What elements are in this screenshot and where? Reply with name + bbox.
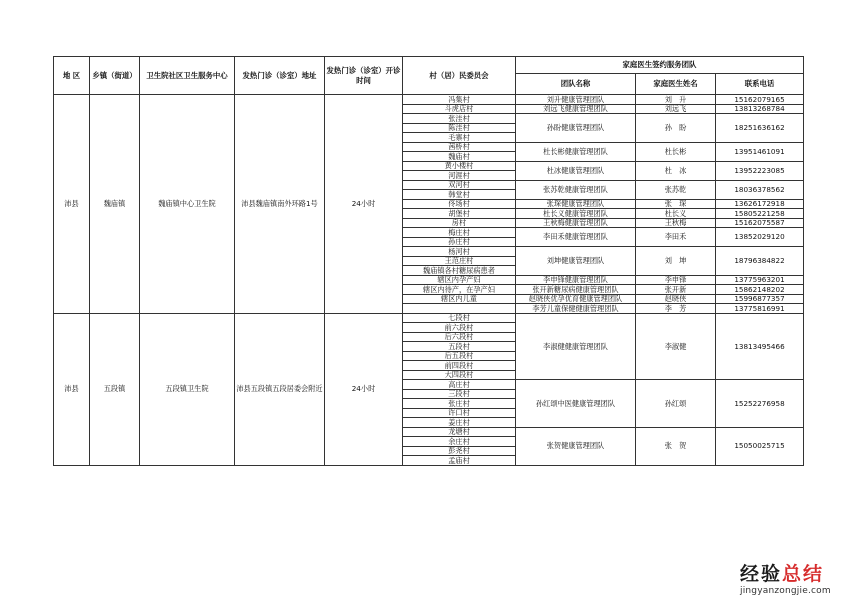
phone-cell: 13626172918	[716, 199, 804, 209]
phone-cell: 15050025715	[716, 427, 804, 465]
village-cell	[403, 304, 516, 314]
doctor-name-cell: 张苏乾	[636, 180, 716, 199]
fever-address-cell: 沛县五段镇五段居委会附近	[235, 313, 325, 465]
village-cell: 黄小楼村	[403, 161, 516, 171]
team-name-cell: 杜长彬健康管理团队	[516, 142, 636, 161]
phone-cell: 13852029120	[716, 228, 804, 247]
family-doctor-table	[53, 56, 804, 466]
village-cell: 张庄村	[403, 399, 516, 409]
table-row	[54, 95, 804, 105]
village-cell: 辖区内孕产妇	[403, 275, 516, 285]
doctor-name-cell: 李淑健	[636, 313, 716, 380]
doctor-name-cell: 李田禾	[636, 228, 716, 247]
doctor-name-cell: 李 芳	[636, 304, 716, 314]
header-row-1	[54, 57, 804, 74]
doctor-name-cell: 杜长彬	[636, 142, 716, 161]
team-name-cell: 杜冰健康管理团队	[516, 161, 636, 180]
town-cell: 五段镇	[90, 313, 140, 465]
table-body	[54, 95, 804, 466]
team-name-cell: 杜长义健康管理团队	[516, 209, 636, 219]
village-cell: 前六段村	[403, 323, 516, 333]
doctor-name-cell: 杜 冰	[636, 161, 716, 180]
doctor-name-cell: 杜长义	[636, 209, 716, 219]
phone-cell: 18251636162	[716, 114, 804, 143]
team-name-cell: 张开新糖尿病健康管理团队	[516, 285, 636, 295]
doctor-name-cell: 张 贺	[636, 427, 716, 465]
village-cell: 茜桥村	[403, 142, 516, 152]
phone-cell: 13813495466	[716, 313, 804, 380]
header-health-center: 卫生院社区卫生服务中心	[140, 57, 235, 95]
village-cell: 高庄村	[403, 380, 516, 390]
phone-cell: 18796384822	[716, 247, 804, 276]
team-name-cell: 赵晓侠优孕优育健康管理团队	[516, 294, 636, 304]
village-cell: 河涯村	[403, 171, 516, 181]
doctor-name-cell: 张开新	[636, 285, 716, 295]
table-row	[54, 313, 804, 323]
team-name-cell: 李芳儿童保健健康管理团队	[516, 304, 636, 314]
village-cell: 冯集村	[403, 95, 516, 105]
village-cell: 后五段村	[403, 351, 516, 361]
region-cell: 沛县	[54, 313, 90, 465]
header-fever-hours: 发热门诊（诊室）开诊时间	[325, 57, 403, 95]
header-doctor-name: 家庭医生姓名	[636, 74, 716, 95]
team-name-cell: 王秋梅健康管理团队	[516, 218, 636, 228]
doctor-name-cell: 王秋梅	[636, 218, 716, 228]
village-cell: 三段村	[403, 389, 516, 399]
phone-cell: 18036378562	[716, 180, 804, 199]
doctor-name-cell: 刘 升	[636, 95, 716, 105]
team-name-cell: 张贺健康管理团队	[516, 427, 636, 465]
village-cell: 王范庄村	[403, 256, 516, 266]
village-cell: 辖区内儿童	[403, 294, 516, 304]
village-cell: 大四段村	[403, 370, 516, 380]
phone-cell: 13775963201	[716, 275, 804, 285]
village-cell: 张洼村	[403, 114, 516, 124]
doctor-name-cell: 刘 坤	[636, 247, 716, 276]
village-cell: 姜庄村	[403, 418, 516, 428]
village-cell: 魏庙村	[403, 152, 516, 162]
phone-cell: 15996877357	[716, 294, 804, 304]
team-name-cell: 刘坤健康管理团队	[516, 247, 636, 276]
village-cell: 孙庄村	[403, 237, 516, 247]
village-cell: 前四段村	[403, 361, 516, 371]
village-cell: 陈洼村	[403, 123, 516, 133]
team-name-cell: 李田禾健康管理团队	[516, 228, 636, 247]
doctor-name-cell: 孙 盼	[636, 114, 716, 143]
region-cell: 沛县	[54, 95, 90, 314]
village-cell: 佟场村	[403, 199, 516, 209]
team-name-cell: 刘升健康管理团队	[516, 95, 636, 105]
team-name-cell: 张苏乾健康管理团队	[516, 180, 636, 199]
fever-hours-cell: 24小时	[325, 95, 403, 314]
fever-hours-cell: 24小时	[325, 313, 403, 465]
village-cell: 魏庙镇各村糖尿病患者	[403, 266, 516, 276]
village-cell: 余庄村	[403, 437, 516, 447]
watermark-url: jingyanzongjie.com	[740, 586, 831, 596]
village-cell: 韩堂村	[403, 190, 516, 200]
doctor-name-cell: 赵晓侠	[636, 294, 716, 304]
village-cell: 孟庙村	[403, 456, 516, 466]
header-region: 地 区	[54, 57, 90, 95]
watermark	[740, 563, 855, 596]
header-team-name: 团队名称	[516, 74, 636, 95]
village-cell: 梅庄村	[403, 228, 516, 238]
header-phone: 联系电话	[716, 74, 804, 95]
town-cell: 魏庙镇	[90, 95, 140, 314]
village-cell: 毛寨村	[403, 133, 516, 143]
village-cell: 双河村	[403, 180, 516, 190]
village-cell: 五段村	[403, 342, 516, 352]
doctor-name-cell: 张 琛	[636, 199, 716, 209]
phone-cell: 15252276958	[716, 380, 804, 428]
phone-cell: 15162079165	[716, 95, 804, 105]
village-cell: 后六段村	[403, 332, 516, 342]
header-town: 乡镇（街道）	[90, 57, 140, 95]
phone-cell: 15805221258	[716, 209, 804, 219]
team-name-cell: 刘远飞健康管理团队	[516, 104, 636, 114]
health-center-cell: 魏庙镇中心卫生院	[140, 95, 235, 314]
village-cell: 房村	[403, 218, 516, 228]
header-fever-address: 发热门诊（诊室）地址	[235, 57, 325, 95]
doctor-name-cell: 刘远飞	[636, 104, 716, 114]
village-cell: 许口村	[403, 408, 516, 418]
team-name-cell: 孙盼健康管理团队	[516, 114, 636, 143]
village-cell: 辖区内待产，在孕产妇	[403, 285, 516, 295]
phone-cell: 15862148202	[716, 285, 804, 295]
village-cell: 胡堡村	[403, 209, 516, 219]
health-center-cell: 五段镇卫生院	[140, 313, 235, 465]
watermark-logo-text	[740, 563, 855, 585]
team-name-cell: 李淑健健康管理团队	[516, 313, 636, 380]
phone-cell: 15162075587	[716, 218, 804, 228]
phone-cell: 13775816991	[716, 304, 804, 314]
village-cell: 杨河村	[403, 247, 516, 257]
doctor-name-cell: 李申锋	[636, 275, 716, 285]
village-cell: 七段村	[403, 313, 516, 323]
header-village: 村（居）民委员会	[403, 57, 516, 95]
header-family-team-group: 家庭医生签约服务团队	[516, 57, 804, 74]
watermark-title-accent: 总结	[782, 563, 825, 585]
village-cell: 斗虎店村	[403, 104, 516, 114]
village-cell: 龙塘村	[403, 427, 516, 437]
doctor-name-cell: 孙红颂	[636, 380, 716, 428]
village-cell: 彭尧村	[403, 446, 516, 456]
team-name-cell: 李申锋健康管理团队	[516, 275, 636, 285]
team-name-cell: 孙红颂中医健康管理团队	[516, 380, 636, 428]
phone-cell: 13951461091	[716, 142, 804, 161]
fever-address-cell: 沛县魏庙镇南外环路1号	[235, 95, 325, 314]
watermark-title-plain: 经验	[740, 563, 783, 585]
team-name-cell: 张琛健康管理团队	[516, 199, 636, 209]
phone-cell: 13813268784	[716, 104, 804, 114]
phone-cell: 13952223085	[716, 161, 804, 180]
